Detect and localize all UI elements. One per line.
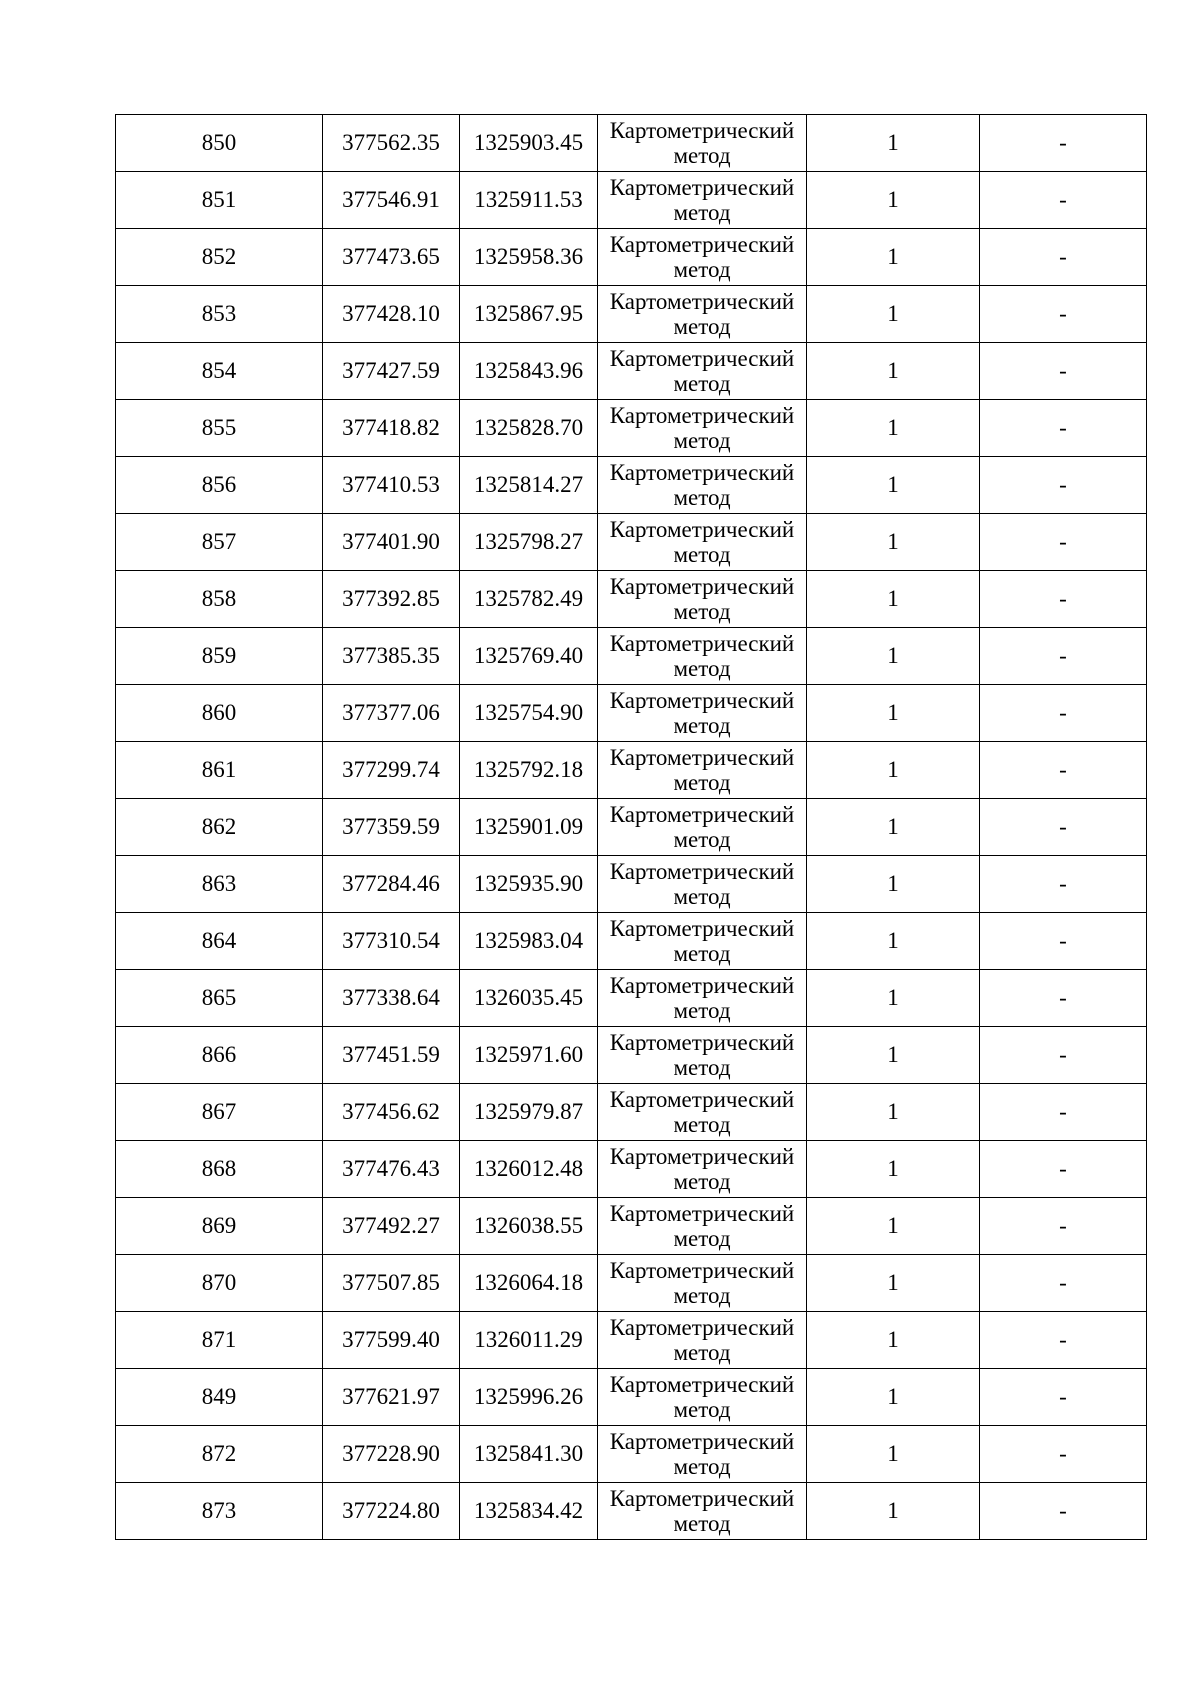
x-coordinate-cell: 377621.97 xyxy=(323,1369,460,1426)
table-row xyxy=(116,1312,1147,1369)
note-cell: - xyxy=(980,343,1147,400)
table-row xyxy=(116,1426,1147,1483)
method-cell xyxy=(598,742,807,799)
table-row xyxy=(116,457,1147,514)
method-line-2: метод xyxy=(673,884,731,909)
point-number-cell: 868 xyxy=(116,1141,323,1198)
x-coordinate-cell: 377310.54 xyxy=(323,913,460,970)
point-number-cell: 857 xyxy=(116,514,323,571)
note-cell: - xyxy=(980,1369,1147,1426)
method-line-2: метод xyxy=(673,1511,731,1536)
method-line-2: метод xyxy=(673,1283,731,1308)
point-number-cell: 858 xyxy=(116,571,323,628)
note-cell: - xyxy=(980,457,1147,514)
table-row xyxy=(116,742,1147,799)
x-coordinate-cell: 377562.35 xyxy=(323,115,460,172)
accuracy-cell: 1 xyxy=(807,799,980,856)
method-line-1: Картометрический xyxy=(609,175,795,200)
table-row xyxy=(116,343,1147,400)
method-line-1: Картометрический xyxy=(609,859,795,884)
method-cell xyxy=(598,1084,807,1141)
note-cell: - xyxy=(980,1255,1147,1312)
method-cell xyxy=(598,115,807,172)
method-line-2: метод xyxy=(673,485,731,510)
method-cell xyxy=(598,571,807,628)
accuracy-cell: 1 xyxy=(807,1084,980,1141)
x-coordinate-cell: 377456.62 xyxy=(323,1084,460,1141)
point-number-cell: 873 xyxy=(116,1483,323,1540)
point-number-cell: 864 xyxy=(116,913,323,970)
accuracy-cell: 1 xyxy=(807,970,980,1027)
method-cell xyxy=(598,1198,807,1255)
method-line-2: метод xyxy=(673,1340,731,1365)
method-line-2: метод xyxy=(673,1226,731,1251)
point-number-cell: 871 xyxy=(116,1312,323,1369)
method-line-2: метод xyxy=(673,713,731,738)
method-line-1: Картометрический xyxy=(609,745,795,770)
x-coordinate-cell: 377385.35 xyxy=(323,628,460,685)
y-coordinate-cell: 1326038.55 xyxy=(460,1198,598,1255)
table-row xyxy=(116,856,1147,913)
accuracy-cell: 1 xyxy=(807,856,980,913)
y-coordinate-cell: 1325834.42 xyxy=(460,1483,598,1540)
method-cell xyxy=(598,913,807,970)
x-coordinate-cell: 377410.53 xyxy=(323,457,460,514)
table-row xyxy=(116,1198,1147,1255)
method-line-1: Картометрический xyxy=(609,1258,795,1283)
y-coordinate-cell: 1325792.18 xyxy=(460,742,598,799)
accuracy-cell: 1 xyxy=(807,172,980,229)
point-number-cell: 867 xyxy=(116,1084,323,1141)
table-row xyxy=(116,685,1147,742)
y-coordinate-cell: 1326064.18 xyxy=(460,1255,598,1312)
table-row xyxy=(116,970,1147,1027)
y-coordinate-cell: 1325867.95 xyxy=(460,286,598,343)
point-number-cell: 856 xyxy=(116,457,323,514)
point-number-cell: 861 xyxy=(116,742,323,799)
y-coordinate-cell: 1326035.45 xyxy=(460,970,598,1027)
note-cell: - xyxy=(980,970,1147,1027)
x-coordinate-cell: 377473.65 xyxy=(323,229,460,286)
accuracy-cell: 1 xyxy=(807,1312,980,1369)
y-coordinate-cell: 1325828.70 xyxy=(460,400,598,457)
method-line-2: метод xyxy=(673,998,731,1023)
method-cell xyxy=(598,799,807,856)
accuracy-cell: 1 xyxy=(807,115,980,172)
method-cell xyxy=(598,856,807,913)
note-cell: - xyxy=(980,1426,1147,1483)
method-line-2: метод xyxy=(673,1397,731,1422)
method-cell xyxy=(598,172,807,229)
accuracy-cell: 1 xyxy=(807,400,980,457)
note-cell: - xyxy=(980,286,1147,343)
note-cell: - xyxy=(980,913,1147,970)
coordinates-table xyxy=(115,114,1147,1540)
x-coordinate-cell: 377476.43 xyxy=(323,1141,460,1198)
accuracy-cell: 1 xyxy=(807,1141,980,1198)
method-cell xyxy=(598,1369,807,1426)
method-cell xyxy=(598,1483,807,1540)
note-cell: - xyxy=(980,571,1147,628)
accuracy-cell: 1 xyxy=(807,286,980,343)
x-coordinate-cell: 377377.06 xyxy=(323,685,460,742)
method-cell xyxy=(598,229,807,286)
method-line-2: метод xyxy=(673,200,731,225)
method-cell xyxy=(598,970,807,1027)
y-coordinate-cell: 1325971.60 xyxy=(460,1027,598,1084)
method-line-2: метод xyxy=(673,941,731,966)
method-line-1: Картометрический xyxy=(609,1372,795,1397)
x-coordinate-cell: 377428.10 xyxy=(323,286,460,343)
table-row xyxy=(116,400,1147,457)
point-number-cell: 851 xyxy=(116,172,323,229)
x-coordinate-cell: 377338.64 xyxy=(323,970,460,1027)
x-coordinate-cell: 377418.82 xyxy=(323,400,460,457)
note-cell: - xyxy=(980,799,1147,856)
note-cell: - xyxy=(980,1198,1147,1255)
method-line-1: Картометрический xyxy=(609,118,795,143)
table-row xyxy=(116,1084,1147,1141)
method-cell xyxy=(598,457,807,514)
method-line-1: Картометрический xyxy=(609,574,795,599)
accuracy-cell: 1 xyxy=(807,1198,980,1255)
point-number-cell: 853 xyxy=(116,286,323,343)
method-line-1: Картометрический xyxy=(609,973,795,998)
method-line-2: метод xyxy=(673,371,731,396)
method-cell xyxy=(598,514,807,571)
table-row xyxy=(116,799,1147,856)
note-cell: - xyxy=(980,172,1147,229)
accuracy-cell: 1 xyxy=(807,514,980,571)
x-coordinate-cell: 377451.59 xyxy=(323,1027,460,1084)
y-coordinate-cell: 1325996.26 xyxy=(460,1369,598,1426)
table-row xyxy=(116,1141,1147,1198)
table-row xyxy=(116,1369,1147,1426)
accuracy-cell: 1 xyxy=(807,628,980,685)
method-line-2: метод xyxy=(673,770,731,795)
point-number-cell: 859 xyxy=(116,628,323,685)
method-line-2: метод xyxy=(673,257,731,282)
point-number-cell: 849 xyxy=(116,1369,323,1426)
y-coordinate-cell: 1325782.49 xyxy=(460,571,598,628)
table-row xyxy=(116,115,1147,172)
note-cell: - xyxy=(980,1483,1147,1540)
accuracy-cell: 1 xyxy=(807,685,980,742)
method-line-2: метод xyxy=(673,1169,731,1194)
method-cell xyxy=(598,1255,807,1312)
point-number-cell: 866 xyxy=(116,1027,323,1084)
table-row xyxy=(116,571,1147,628)
point-number-cell: 872 xyxy=(116,1426,323,1483)
coordinates-table-body xyxy=(116,115,1147,1540)
x-coordinate-cell: 377427.59 xyxy=(323,343,460,400)
x-coordinate-cell: 377299.74 xyxy=(323,742,460,799)
method-cell xyxy=(598,343,807,400)
x-coordinate-cell: 377599.40 xyxy=(323,1312,460,1369)
x-coordinate-cell: 377401.90 xyxy=(323,514,460,571)
method-line-1: Картометрический xyxy=(609,1201,795,1226)
x-coordinate-cell: 377492.27 xyxy=(323,1198,460,1255)
method-line-1: Картометрический xyxy=(609,1486,795,1511)
y-coordinate-cell: 1326012.48 xyxy=(460,1141,598,1198)
accuracy-cell: 1 xyxy=(807,1255,980,1312)
method-line-1: Картометрический xyxy=(609,1087,795,1112)
point-number-cell: 860 xyxy=(116,685,323,742)
accuracy-cell: 1 xyxy=(807,742,980,799)
point-number-cell: 855 xyxy=(116,400,323,457)
method-line-1: Картометрический xyxy=(609,688,795,713)
y-coordinate-cell: 1325841.30 xyxy=(460,1426,598,1483)
point-number-cell: 850 xyxy=(116,115,323,172)
method-line-2: метод xyxy=(673,827,731,852)
x-coordinate-cell: 377359.59 xyxy=(323,799,460,856)
table-row xyxy=(116,286,1147,343)
y-coordinate-cell: 1325911.53 xyxy=(460,172,598,229)
method-cell xyxy=(598,286,807,343)
y-coordinate-cell: 1325814.27 xyxy=(460,457,598,514)
note-cell: - xyxy=(980,628,1147,685)
note-cell: - xyxy=(980,1312,1147,1369)
point-number-cell: 869 xyxy=(116,1198,323,1255)
y-coordinate-cell: 1325754.90 xyxy=(460,685,598,742)
x-coordinate-cell: 377392.85 xyxy=(323,571,460,628)
method-line-1: Картометрический xyxy=(609,1315,795,1340)
table-row xyxy=(116,1255,1147,1312)
point-number-cell: 854 xyxy=(116,343,323,400)
point-number-cell: 852 xyxy=(116,229,323,286)
y-coordinate-cell: 1325983.04 xyxy=(460,913,598,970)
accuracy-cell: 1 xyxy=(807,229,980,286)
method-line-2: метод xyxy=(673,656,731,681)
note-cell: - xyxy=(980,229,1147,286)
accuracy-cell: 1 xyxy=(807,343,980,400)
x-coordinate-cell: 377228.90 xyxy=(323,1426,460,1483)
method-line-1: Картометрический xyxy=(609,1030,795,1055)
method-cell xyxy=(598,400,807,457)
accuracy-cell: 1 xyxy=(807,1426,980,1483)
accuracy-cell: 1 xyxy=(807,457,980,514)
method-line-1: Картометрический xyxy=(609,916,795,941)
method-line-1: Картометрический xyxy=(609,403,795,428)
method-line-2: метод xyxy=(673,428,731,453)
point-number-cell: 863 xyxy=(116,856,323,913)
point-number-cell: 865 xyxy=(116,970,323,1027)
accuracy-cell: 1 xyxy=(807,571,980,628)
accuracy-cell: 1 xyxy=(807,1027,980,1084)
point-number-cell: 870 xyxy=(116,1255,323,1312)
method-cell xyxy=(598,1141,807,1198)
method-line-2: метод xyxy=(673,542,731,567)
method-line-2: метод xyxy=(673,1454,731,1479)
y-coordinate-cell: 1325843.96 xyxy=(460,343,598,400)
y-coordinate-cell: 1326011.29 xyxy=(460,1312,598,1369)
x-coordinate-cell: 377546.91 xyxy=(323,172,460,229)
method-line-1: Картометрический xyxy=(609,1429,795,1454)
y-coordinate-cell: 1325769.40 xyxy=(460,628,598,685)
note-cell: - xyxy=(980,400,1147,457)
method-line-1: Картометрический xyxy=(609,289,795,314)
method-line-2: метод xyxy=(673,1055,731,1080)
table-row xyxy=(116,628,1147,685)
y-coordinate-cell: 1325958.36 xyxy=(460,229,598,286)
accuracy-cell: 1 xyxy=(807,913,980,970)
note-cell: - xyxy=(980,1084,1147,1141)
note-cell: - xyxy=(980,1027,1147,1084)
note-cell: - xyxy=(980,856,1147,913)
y-coordinate-cell: 1325935.90 xyxy=(460,856,598,913)
table-row xyxy=(116,1027,1147,1084)
note-cell: - xyxy=(980,115,1147,172)
method-cell xyxy=(598,1027,807,1084)
table-row xyxy=(116,514,1147,571)
method-line-1: Картометрический xyxy=(609,631,795,656)
x-coordinate-cell: 377507.85 xyxy=(323,1255,460,1312)
y-coordinate-cell: 1325903.45 xyxy=(460,115,598,172)
method-line-2: метод xyxy=(673,143,731,168)
method-line-2: метод xyxy=(673,1112,731,1137)
method-line-1: Картометрический xyxy=(609,802,795,827)
method-line-2: метод xyxy=(673,314,731,339)
method-cell xyxy=(598,1312,807,1369)
method-line-1: Картометрический xyxy=(609,346,795,371)
note-cell: - xyxy=(980,685,1147,742)
note-cell: - xyxy=(980,1141,1147,1198)
accuracy-cell: 1 xyxy=(807,1483,980,1540)
y-coordinate-cell: 1325979.87 xyxy=(460,1084,598,1141)
table-row xyxy=(116,229,1147,286)
y-coordinate-cell: 1325901.09 xyxy=(460,799,598,856)
method-cell xyxy=(598,1426,807,1483)
method-line-1: Картометрический xyxy=(609,232,795,257)
accuracy-cell: 1 xyxy=(807,1369,980,1426)
method-line-1: Картометрический xyxy=(609,460,795,485)
method-cell xyxy=(598,628,807,685)
method-cell xyxy=(598,685,807,742)
note-cell: - xyxy=(980,742,1147,799)
method-line-2: метод xyxy=(673,599,731,624)
x-coordinate-cell: 377284.46 xyxy=(323,856,460,913)
table-row xyxy=(116,1483,1147,1540)
y-coordinate-cell: 1325798.27 xyxy=(460,514,598,571)
table-row xyxy=(116,913,1147,970)
method-line-1: Картометрический xyxy=(609,1144,795,1169)
note-cell: - xyxy=(980,514,1147,571)
point-number-cell: 862 xyxy=(116,799,323,856)
table-row xyxy=(116,172,1147,229)
method-line-1: Картометрический xyxy=(609,517,795,542)
x-coordinate-cell: 377224.80 xyxy=(323,1483,460,1540)
